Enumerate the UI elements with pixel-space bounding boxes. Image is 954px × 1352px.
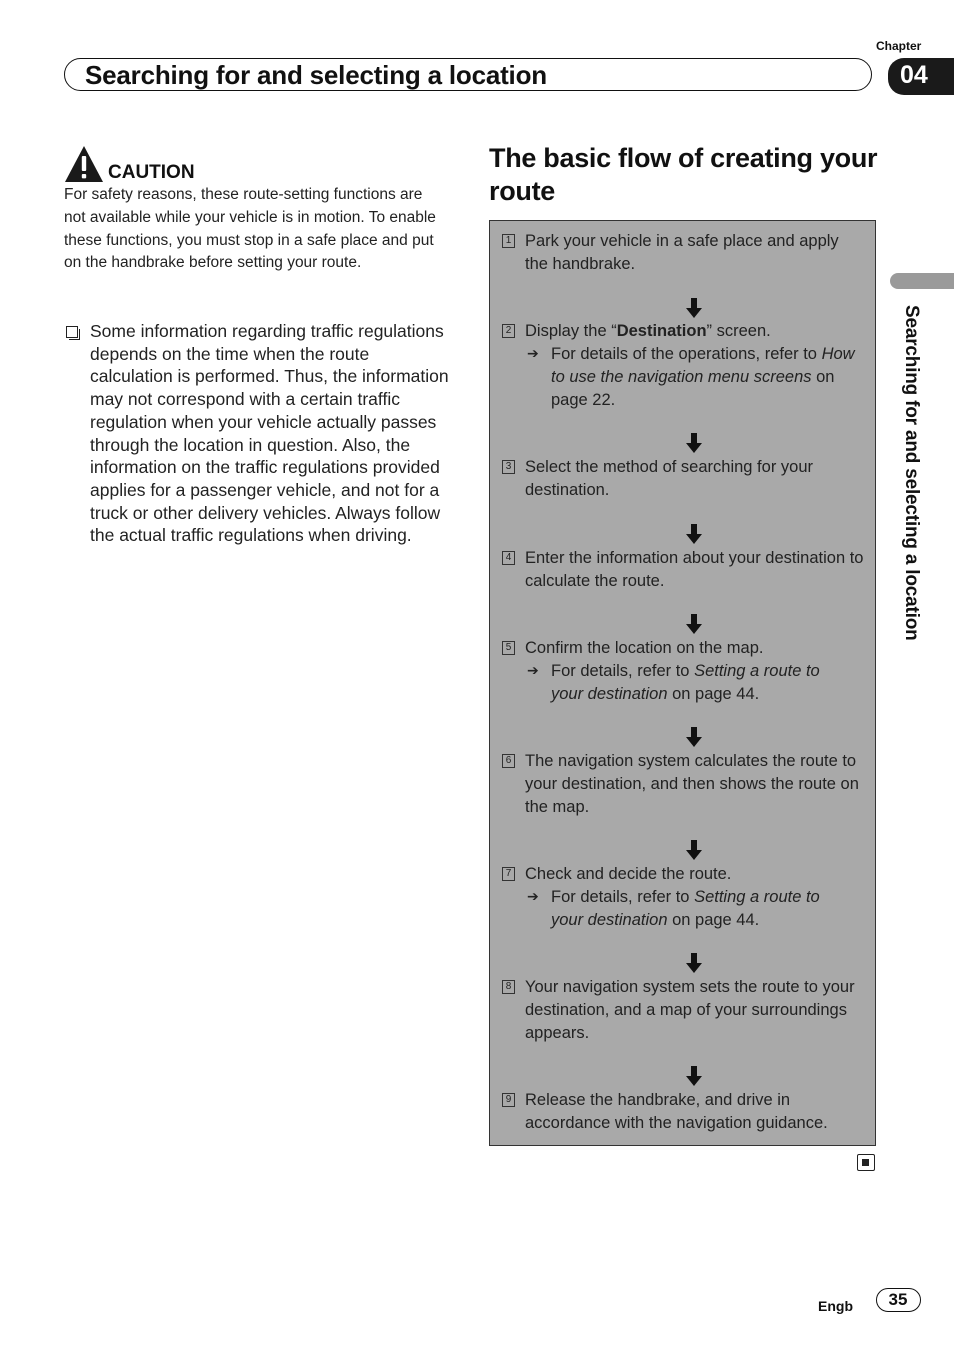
reference-title: Setting a route to your destination [551,662,820,703]
side-tab-marker [890,273,954,289]
down-arrow-icon [686,524,702,544]
step-text: Display the “Destination” screen. [525,322,771,340]
step-text: Select the method of searching for your destination. [525,458,813,499]
step-number: 7 [502,867,515,881]
down-arrow-icon [686,1066,702,1086]
chapter-number: 04 [900,61,928,89]
chapter-tab [888,58,954,95]
step-number: 9 [502,1093,515,1107]
step-reference: For details, refer to Setting a route to your destination on page 44. [551,888,820,929]
caution-title: CAUTION [108,162,195,183]
step-text: Your navigation system sets the route to your destination, and a map of your surroundings appears. [525,978,855,1042]
reference-arrow-icon: ➔ [527,345,539,361]
down-arrow-icon [686,298,702,318]
down-arrow-icon [686,614,702,634]
side-tab-text: Searching for and selecting a location [901,305,922,641]
down-arrow-icon [686,727,702,747]
warning-triangle-icon [64,145,104,183]
page-number: 35 [888,1290,908,1309]
step-reference: For details, refer to Setting a route to your destination on page 44. [551,662,820,703]
down-arrow-icon [686,433,702,453]
header-bar [64,58,872,91]
down-arrow-icon [686,953,702,973]
note-checkbox-icon [66,326,78,338]
down-arrow-icon [686,840,702,860]
reference-title: How to use the navigation menu screens [551,345,855,386]
step-text: Park your vehicle in a safe place and apply the handbrake. [525,232,839,273]
step-number: 6 [502,754,515,768]
reference-title: Setting a route to your destination [551,888,820,929]
page-number-pill [876,1288,921,1312]
destination-label: Destination [616,322,707,340]
step-text: Confirm the location on the map. [525,639,764,657]
section-title: The basic flow of creating your route [489,143,878,206]
step-text: Check and decide the route. [525,865,732,883]
chapter-label: Chapter [876,39,922,53]
note-text: Some information regarding traffic regulations depends on the time when the route calculation is performed. Thus, the information may not correspond with a certain traffic regulation when your vehicle actually passes through the location in question. Also, the information on the traffic regulations provided applies for a passenger vehicle, and not for a truck or other delivery vehicles. Always follow the actual traffic regulations when driving. [90,321,449,546]
step-reference: For details of the operations, refer to How to use the navigation menu screens on page 22. [551,345,855,409]
flow-steps-box [489,220,876,1146]
reference-arrow-icon: ➔ [527,662,539,678]
step-number: 3 [502,460,515,474]
step-text: Enter the information about your destination to calculate the route. [525,549,864,590]
reference-arrow-icon: ➔ [527,888,539,904]
step-number: 5 [502,641,515,655]
step-number: 8 [502,980,515,994]
step-text: The navigation system calculates the route to your destination, and then shows the route on the map. [525,752,859,816]
caution-text: For safety reasons, these route-setting functions are not available while your vehicle is in motion. To enable these functions, you must stop in a safe place and put on the handbrake before setting your route. [64,186,436,272]
step-number: 4 [502,551,515,565]
step-number: 2 [502,324,515,338]
step-text: Release the handbrake, and drive in accordance with the navigation guidance. [525,1091,828,1132]
end-of-section-icon [857,1154,875,1171]
page-title: Searching for and selecting a location [85,60,547,90]
step-number: 1 [502,234,515,248]
language-code: Engb [818,1298,853,1314]
